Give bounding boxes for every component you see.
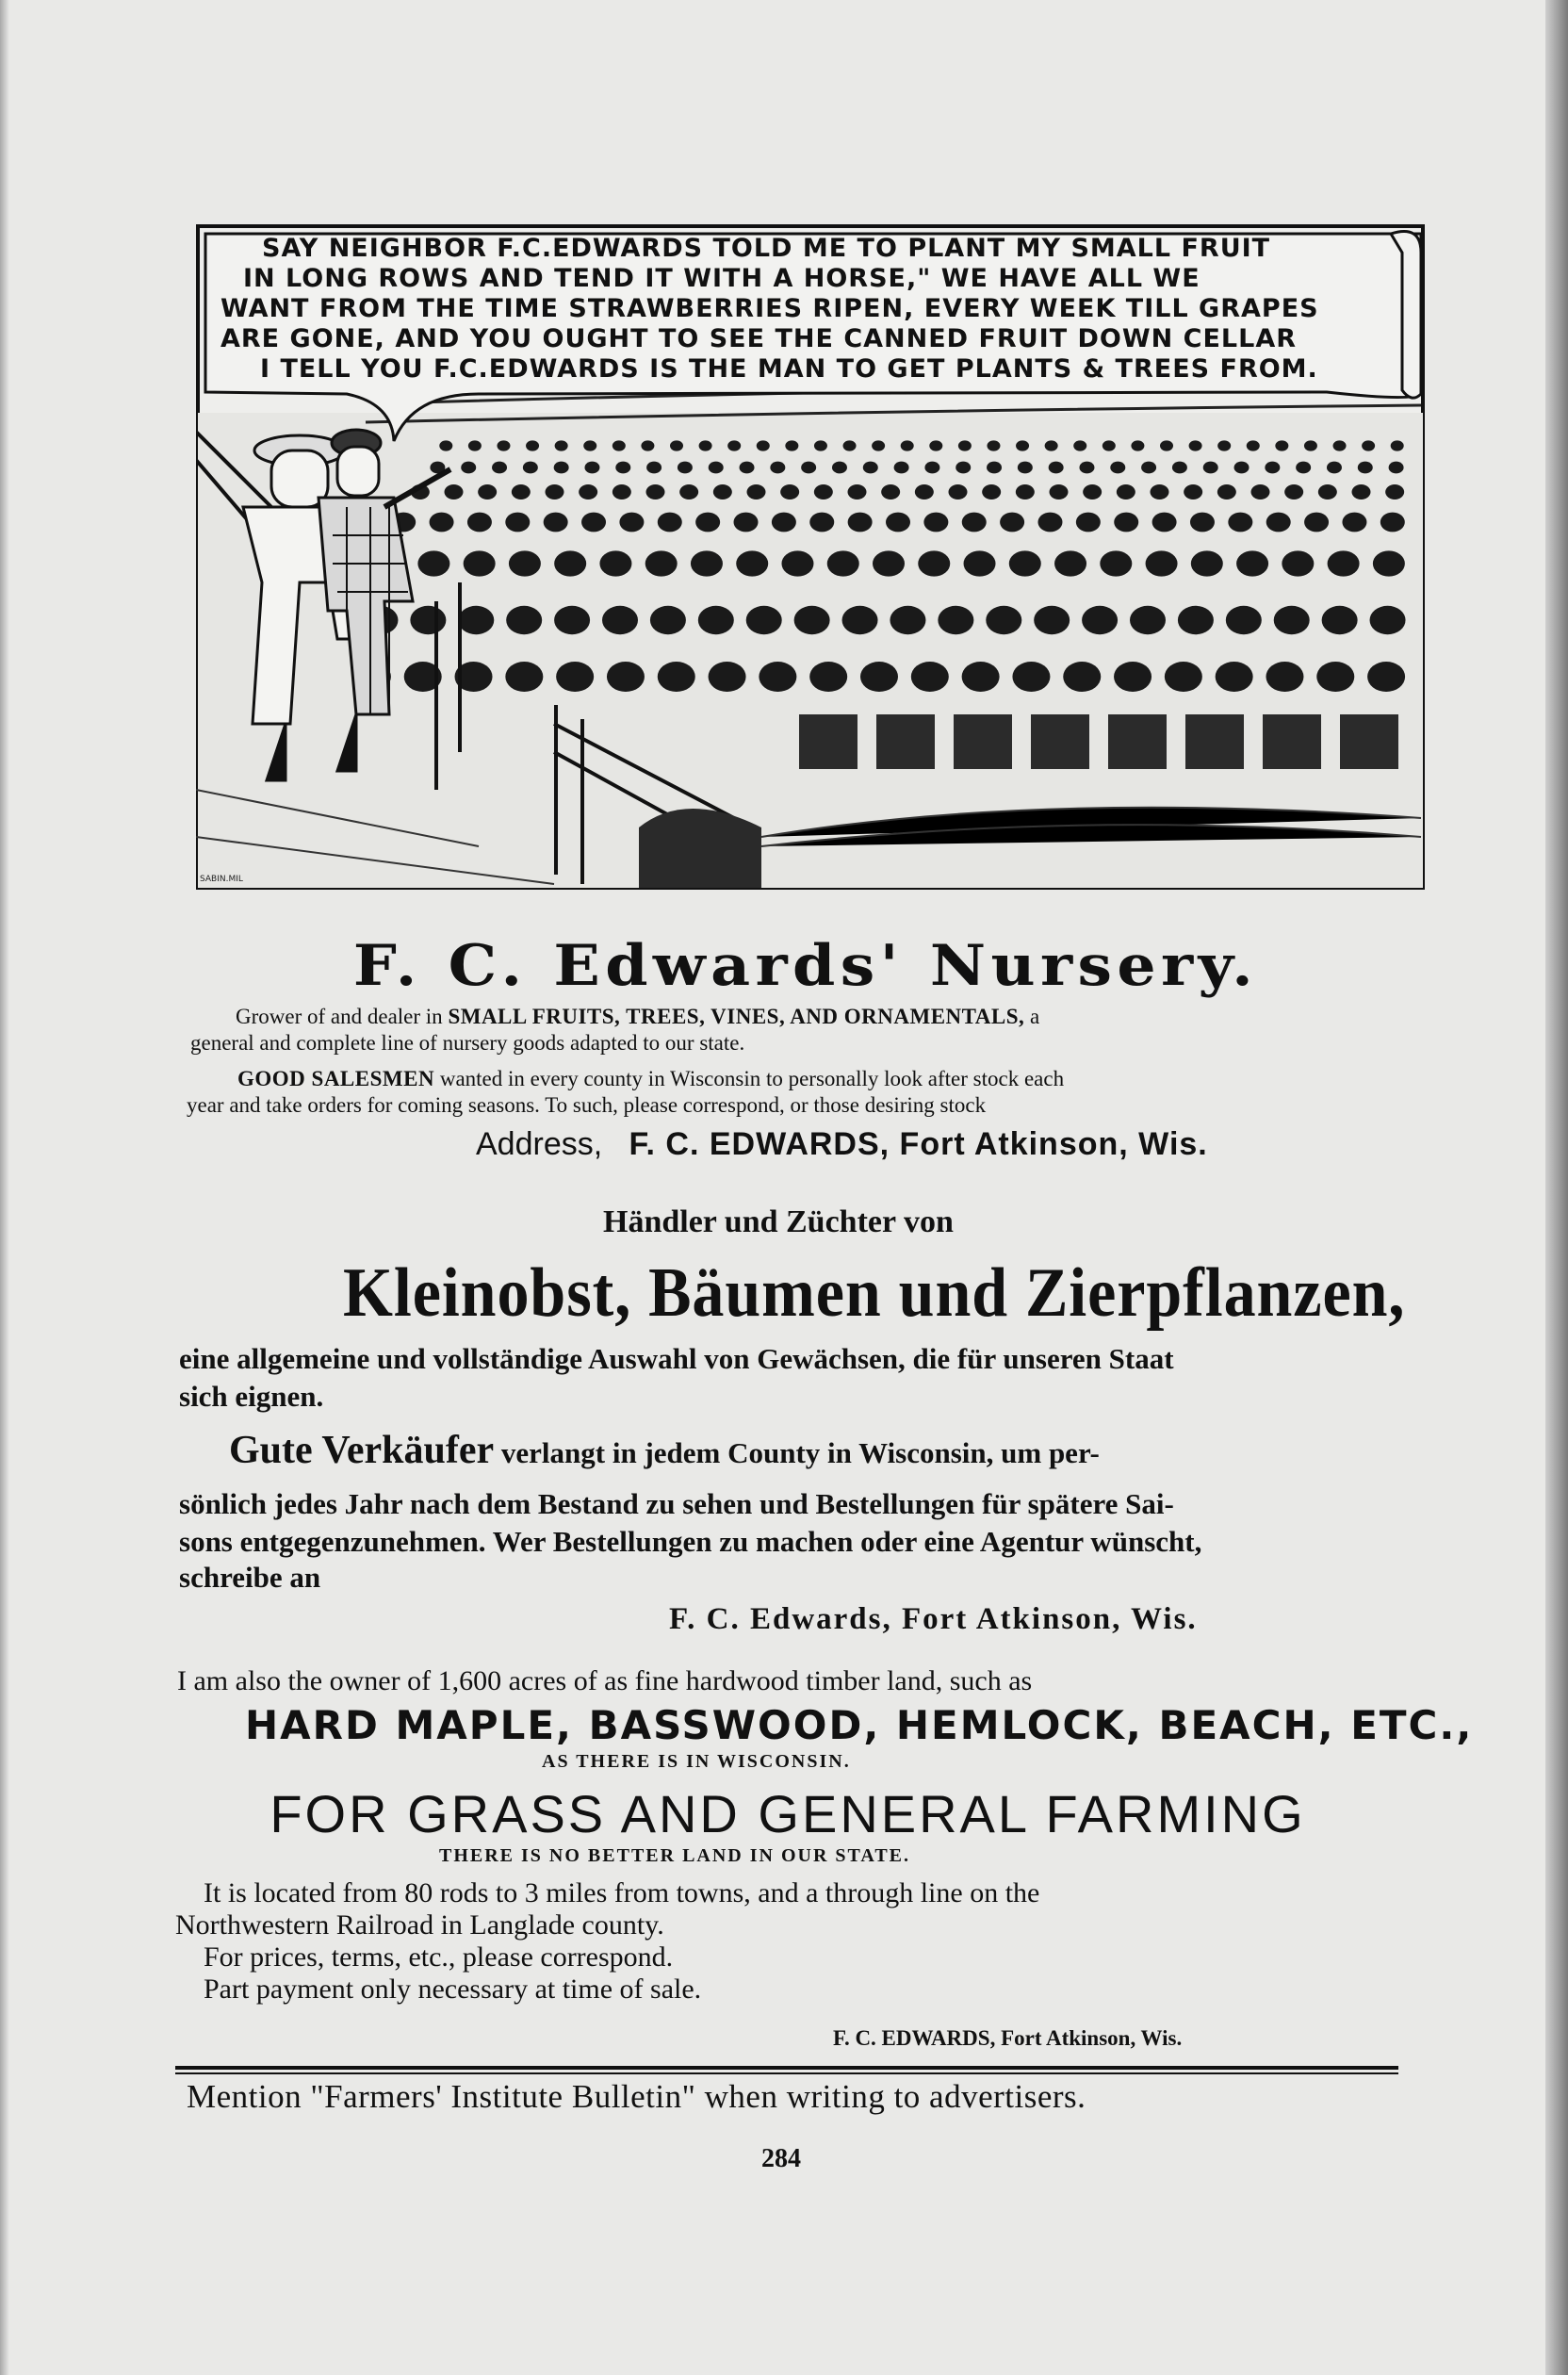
plant-shape: [1328, 550, 1360, 576]
grape-trellis-shape: [1031, 714, 1089, 769]
plant-shape: [555, 440, 568, 450]
plant-shape: [938, 606, 973, 634]
plant-shape: [1304, 440, 1317, 450]
plant-shape: [658, 662, 695, 692]
plant-shape: [1073, 440, 1086, 450]
plant-shape: [467, 513, 492, 532]
plant-shape: [911, 662, 949, 692]
plant-shape: [670, 440, 683, 450]
plant-shape: [709, 662, 746, 692]
plant-shape: [1045, 440, 1058, 450]
timber-signature: F. C. EDWARDS, Fort Atkinson, Wis.: [833, 2026, 1183, 2050]
plant-shape: [505, 513, 530, 532]
plant-shape: [1342, 513, 1366, 532]
plant-shape: [848, 484, 867, 500]
plant-shape: [612, 484, 631, 500]
plant-shape: [1049, 462, 1064, 474]
grape-trellis-shape: [954, 714, 1012, 769]
footer-rule-thin: [175, 2072, 1398, 2074]
plant-shape: [1282, 550, 1314, 576]
plant-shape: [1373, 550, 1405, 576]
plant-shape: [949, 484, 968, 500]
plant-shape: [1352, 484, 1371, 500]
no-better-land: THERE IS NO BETTER LAND IN OUR STATE.: [439, 1845, 911, 1866]
plant-shape: [842, 606, 878, 634]
plant-shape: [740, 462, 755, 474]
nursery-title: F. C. Edwards' Nursery.: [352, 933, 1259, 999]
plant-shape: [1152, 513, 1177, 532]
plant-shape: [809, 513, 834, 532]
plant-shape: [523, 462, 538, 474]
plant-shape: [1327, 462, 1342, 474]
plant-shape: [1189, 440, 1202, 450]
plant-shape: [770, 462, 785, 474]
speech-line: SAY NEIGHBOR F.C.EDWARDS TOLD ME TO PLANT MY SMALL FRUIT: [262, 234, 1271, 263]
plant-shape: [962, 662, 1000, 692]
footer-rule: [175, 2066, 1398, 2070]
speech-line: I TELL YOU F.C.EDWARDS IS THE MAN TO GET PLANTS & TREES FROM.: [260, 354, 1318, 384]
plant-shape: [430, 513, 454, 532]
plant-shape: [709, 462, 724, 474]
plant-shape: [1079, 462, 1094, 474]
timber-line-3: For prices, terms, etc., please correspond.: [204, 1941, 674, 1973]
plant-shape: [1131, 440, 1144, 450]
plant-shape: [698, 606, 734, 634]
plant-shape: [464, 550, 496, 576]
plant-shape: [461, 462, 476, 474]
timber-line-1: It is located from 80 rods to 3 miles from towns, and a through line on the: [204, 1877, 1040, 1908]
plant-shape: [1236, 550, 1268, 576]
plant-shape: [982, 484, 1001, 500]
plant-shape: [832, 462, 847, 474]
plant-shape: [645, 550, 678, 576]
plant-shape: [581, 513, 606, 532]
plant-shape: [546, 484, 564, 500]
plant-shape: [1226, 606, 1262, 634]
speech-line: WANT FROM THE TIME STRAWBERRIES RIPEN, EVERY WEEK TILL GRAPES: [220, 294, 1319, 323]
plant-shape: [1009, 550, 1041, 576]
ad-line-2: general and complete line of nursery goods adapted to our state.: [190, 1031, 745, 1055]
plant-shape: [506, 606, 542, 634]
plant-shape: [1266, 513, 1291, 532]
plant-shape: [964, 550, 996, 576]
plant-shape: [1114, 513, 1138, 532]
grass-farming-heading: FOR GRASS AND GENERAL FARMING: [270, 1784, 1306, 1843]
ad-line-1: Grower of and dealer in SMALL FRUITS, TREES, VINES, AND ORNAMENTALS, a: [236, 1005, 1040, 1028]
plant-shape: [747, 484, 766, 500]
plant-shape: [612, 440, 626, 450]
plant-shape: [691, 550, 723, 576]
plant-shape: [734, 513, 759, 532]
plant-shape: [923, 513, 948, 532]
plant-shape: [901, 440, 914, 450]
plant-shape: [863, 462, 878, 474]
plant-shape: [554, 550, 586, 576]
german-line-5: sons entgegenzunehmen. Wer Bestellungen zu machen oder eine Agentur wünscht,: [179, 1525, 1202, 1558]
german-signature: F. C. Edwards, Fort Atkinson, Wis.: [669, 1602, 1198, 1636]
plant-shape: [1016, 440, 1029, 450]
plant-shape: [1370, 606, 1406, 634]
plant-shape: [713, 484, 732, 500]
plant-shape: [695, 513, 720, 532]
plant-shape: [872, 440, 885, 450]
plant-shape: [843, 440, 857, 450]
plant-shape: [497, 440, 510, 450]
plant-shape: [1050, 484, 1069, 500]
plant-shape: [458, 606, 494, 634]
plant-shape: [860, 662, 898, 692]
plant-shape: [1322, 606, 1358, 634]
page-number: 284: [761, 2144, 801, 2173]
plant-shape: [410, 606, 446, 634]
plant-shape: [1100, 550, 1132, 576]
plant-shape: [727, 440, 741, 450]
plant-shape: [736, 550, 768, 576]
plant-shape: [827, 550, 859, 576]
plant-shape: [1333, 440, 1347, 450]
plant-shape: [1367, 662, 1405, 692]
german-salesmen-heading: Gute Verkäufer: [229, 1429, 495, 1472]
plant-shape: [1034, 606, 1070, 634]
speech-bubble-text: [209, 234, 1425, 385]
address-line: Address, F. C. EDWARDS, Fort Atkinson, Wis.: [476, 1126, 1208, 1162]
plant-shape: [1251, 484, 1270, 500]
plant-shape: [679, 484, 698, 500]
german-line-3: Gute Verkäufer verlangt in jedem County in Wisconsin, um per-: [229, 1429, 1100, 1472]
plant-shape: [554, 606, 590, 634]
plant-shape: [678, 462, 693, 474]
plant-shape: [1203, 462, 1218, 474]
plant-shape: [1265, 462, 1280, 474]
plant-shape: [1165, 662, 1202, 692]
plant-shape: [1389, 462, 1404, 474]
plant-shape: [646, 484, 665, 500]
plant-shape: [1304, 513, 1329, 532]
timber-intro: I am also the owner of 1,600 acres of as fine hardwood timber land, such as: [177, 1665, 1033, 1696]
plant-shape: [1141, 462, 1156, 474]
plant-shape: [1362, 440, 1375, 450]
plant-shape: [962, 513, 987, 532]
plant-shape: [929, 440, 942, 450]
grape-trellis-shape: [1108, 714, 1167, 769]
plant-shape: [641, 440, 654, 450]
speech-line: ARE GONE, AND YOU OUGHT TO SEE THE CANNED FRUIT DOWN CELLAR: [220, 324, 1298, 353]
plant-shape: [650, 606, 686, 634]
plant-shape: [1082, 606, 1118, 634]
plant-shape: [1217, 440, 1231, 450]
plant-shape: [1266, 662, 1303, 692]
plant-shape: [958, 440, 972, 450]
ad-line-3: GOOD SALESMEN wanted in every county in Wisconsin to personally look after stock each: [237, 1067, 1065, 1090]
german-title: Kleinobst, Bäumen und Zierpflanzen,: [343, 1254, 1406, 1332]
page-left-edge: [0, 0, 9, 2375]
plant-shape: [1184, 484, 1202, 500]
plant-shape: [1114, 662, 1152, 692]
plant-shape: [1391, 440, 1404, 450]
wood-types: HARD MAPLE, BASSWOOD, HEMLOCK, BEACH, ETC.,: [245, 1702, 1474, 1748]
plant-shape: [1216, 662, 1253, 692]
plant-shape: [1146, 550, 1178, 576]
plant-shape: [918, 550, 950, 576]
plant-shape: [924, 462, 939, 474]
plant-shape: [785, 440, 798, 450]
timber-line-4: Part payment only necessary at time of sale.: [204, 1974, 702, 2005]
plant-shape: [781, 550, 813, 576]
plant-shape: [1228, 513, 1252, 532]
plant-shape: [890, 606, 925, 634]
german-heading: Händler und Züchter von: [603, 1204, 954, 1239]
plant-shape: [1130, 606, 1166, 634]
plant-shape: [987, 462, 1002, 474]
plant-shape: [439, 440, 452, 450]
plant-shape: [554, 462, 569, 474]
plant-shape: [1151, 484, 1169, 500]
plant-shape: [509, 550, 541, 576]
plant-shape: [848, 513, 873, 532]
plant-shape: [1063, 662, 1101, 692]
as-in-wisconsin: AS THERE IS IN WISCONSIN.: [542, 1751, 851, 1772]
timber-line-2: Northwestern Railroad in Langlade county.: [175, 1909, 664, 1941]
plant-shape: [1172, 462, 1187, 474]
plant-shape: [915, 484, 934, 500]
plant-shape: [417, 550, 449, 576]
plant-shape: [1191, 550, 1223, 576]
plant-shape: [478, 484, 497, 500]
plant-shape: [746, 606, 782, 634]
plant-shape: [801, 462, 816, 474]
plant-shape: [759, 662, 796, 692]
ad-line-4: year and take orders for coming seasons. To such, please correspond, or those desiring stock: [187, 1093, 987, 1117]
plant-shape: [1054, 550, 1086, 576]
plant-shape: [1160, 440, 1173, 450]
plant-shape: [1016, 484, 1035, 500]
plant-shape: [1380, 513, 1405, 532]
plant-shape: [1358, 462, 1373, 474]
plant-shape: [1274, 606, 1310, 634]
plant-shape: [1284, 484, 1303, 500]
german-line-6: schreibe an: [179, 1561, 321, 1594]
plant-shape: [658, 513, 682, 532]
plant-shape: [986, 606, 1021, 634]
german-line-4: sönlich jedes Jahr nach dem Bestand zu sehen und Bestellungen für spätere Sai-: [179, 1487, 1174, 1520]
plant-shape: [1117, 484, 1135, 500]
plant-shape: [445, 484, 464, 500]
plant-shape: [619, 513, 644, 532]
plant-shape: [1234, 462, 1250, 474]
plant-shape: [956, 462, 971, 474]
grape-trellis-shape: [1340, 714, 1398, 769]
plant-shape: [1018, 462, 1033, 474]
plant-shape: [556, 662, 594, 692]
plant-shape: [1012, 662, 1050, 692]
plant-shape: [615, 462, 630, 474]
plant-shape: [1178, 606, 1214, 634]
plant-shape: [809, 662, 847, 692]
plant-shape: [584, 462, 599, 474]
german-line-1: eine allgemeine und vollständige Auswahl von Gewächsen, die für unseren Staat: [179, 1342, 1174, 1375]
plant-shape: [894, 462, 909, 474]
plant-shape: [1316, 662, 1354, 692]
plant-shape: [886, 513, 910, 532]
plant-shape: [757, 440, 770, 450]
plant-shape: [814, 440, 827, 450]
plant-shape: [602, 606, 638, 634]
plant-shape: [873, 550, 905, 576]
plant-shape: [1296, 462, 1311, 474]
plant-shape: [881, 484, 900, 500]
grape-trellis-shape: [1185, 714, 1244, 769]
plant-shape: [646, 462, 662, 474]
plant-shape: [1190, 513, 1215, 532]
grape-trellis-shape: [876, 714, 935, 769]
plant-shape: [1275, 440, 1288, 450]
plant-shape: [1076, 513, 1101, 532]
plant-shape: [794, 606, 830, 634]
plant-shape: [987, 440, 1000, 450]
plant-shape: [544, 513, 568, 532]
plant-shape: [1102, 440, 1116, 450]
plant-shape: [1037, 513, 1062, 532]
plant-shape: [699, 440, 712, 450]
plant-shape: [512, 484, 531, 500]
plant-shape: [1083, 484, 1102, 500]
mention-notice: Mention "Farmers' Institute Bulletin" when writing to advertisers.: [187, 2078, 1086, 2115]
plant-shape: [814, 484, 833, 500]
plant-shape: [526, 440, 539, 450]
plant-shape: [583, 440, 596, 450]
german-line-2: sich eignen.: [179, 1380, 324, 1413]
plant-shape: [772, 513, 796, 532]
plant-shape: [780, 484, 799, 500]
plant-shape: [1247, 440, 1260, 450]
speech-line: IN LONG ROWS AND TEND IT WITH A HORSE," WE HAVE ALL WE: [243, 264, 1200, 293]
plant-shape: [1318, 484, 1337, 500]
grape-trellis-shape: [1263, 714, 1321, 769]
plant-shape: [468, 440, 482, 450]
plant-shape: [579, 484, 597, 500]
plant-shape: [1110, 462, 1125, 474]
plant-shape: [1385, 484, 1404, 500]
plant-shape: [1217, 484, 1236, 500]
plant-shape: [492, 462, 507, 474]
artist-signature: SABIN.MIL: [200, 875, 243, 884]
grape-trellis-shape: [799, 714, 858, 769]
plant-shape: [607, 662, 645, 692]
plant-shape: [599, 550, 631, 576]
plant-shape: [505, 662, 543, 692]
page-right-edge: [1545, 0, 1568, 2375]
plant-shape: [1000, 513, 1024, 532]
